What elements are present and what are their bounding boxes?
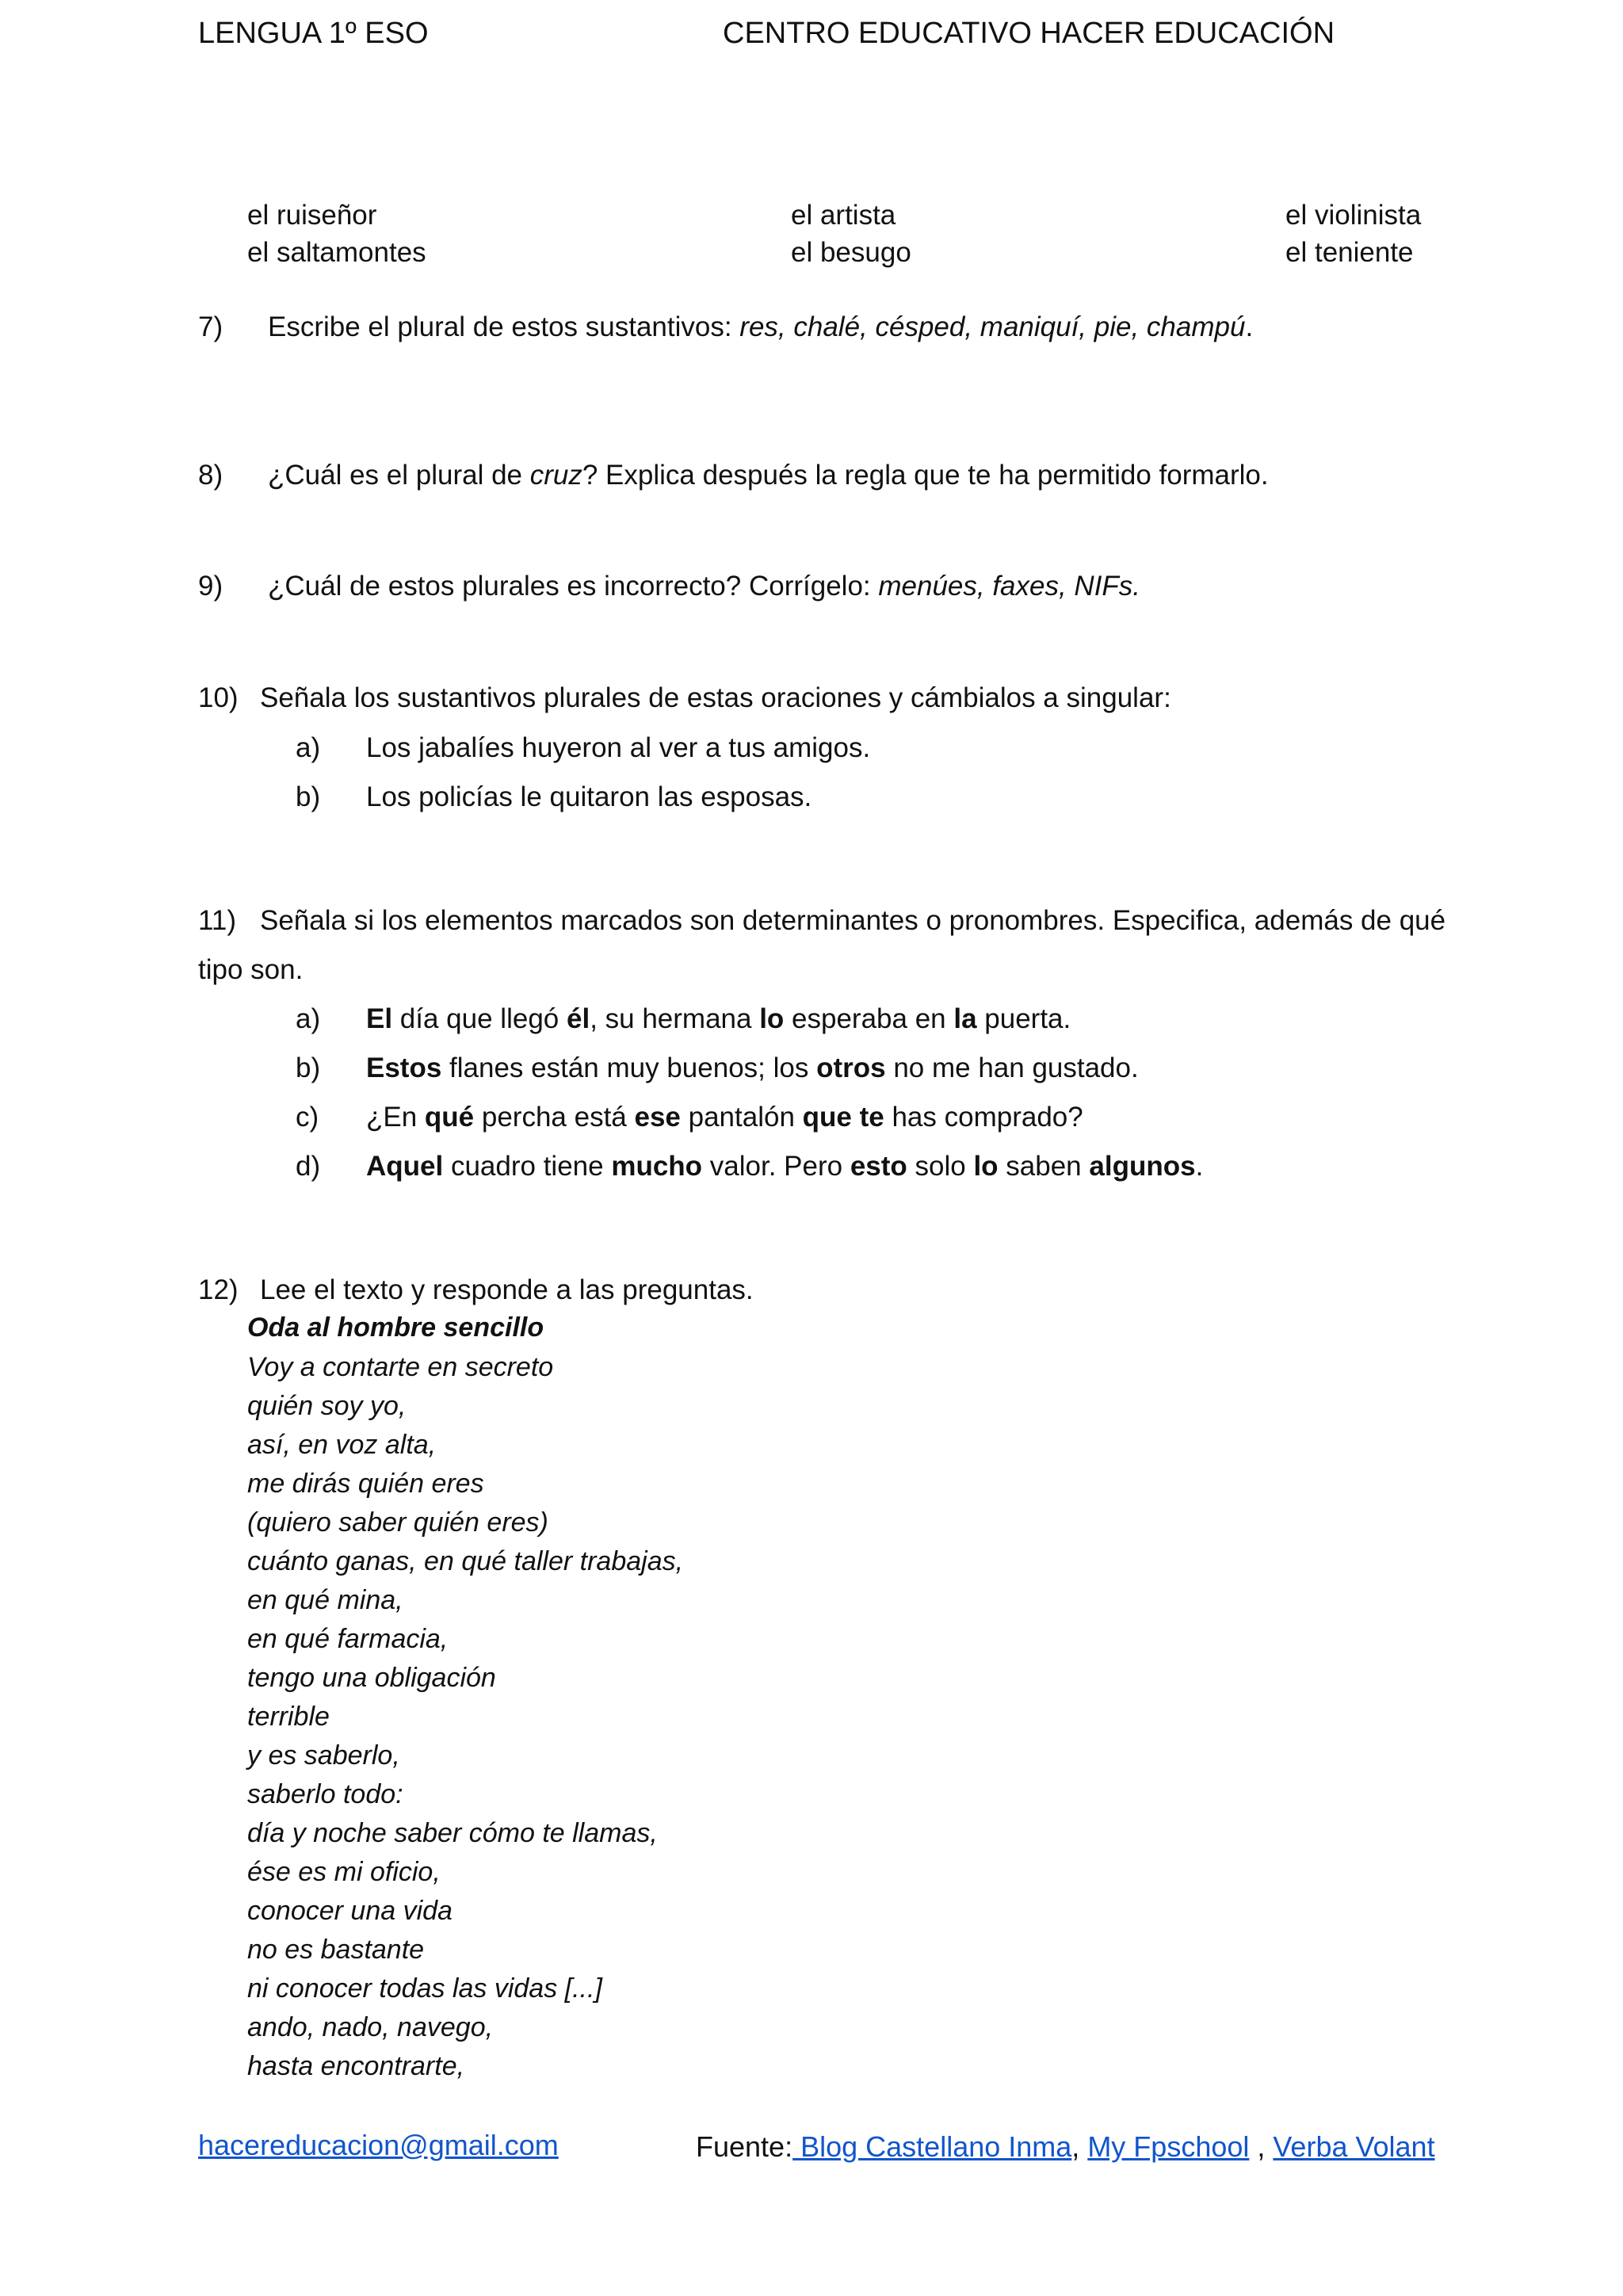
item-text	[366, 1003, 1071, 1035]
noun-cell: el besugo	[791, 237, 911, 268]
marked-word: Aquel	[366, 1151, 444, 1182]
sentence-fragment: has comprado?	[884, 1102, 1083, 1133]
sentence-fragment: no me han gustado.	[885, 1052, 1139, 1083]
item-text: Los jabalíes huyeron al ver a tus amigos.	[366, 732, 871, 763]
poem-line: hasta encontrarte,	[247, 2051, 465, 2081]
marked-word: que te	[802, 1102, 884, 1133]
header-subject: LENGUA 1º ESO	[198, 17, 429, 50]
poem-line: ando, nado, navego,	[247, 2012, 494, 2042]
marked-word: él	[566, 1003, 590, 1034]
item-letter: d)	[296, 1151, 321, 1182]
poem-line: en qué farmacia,	[247, 1624, 449, 1654]
noun-cell: el ruiseñor	[247, 200, 377, 231]
question-number: 8)	[198, 460, 223, 491]
source-line	[696, 2130, 1435, 2164]
item-letter: b)	[296, 781, 321, 812]
poem-line: así, en voz alta,	[247, 1430, 437, 1460]
question-word: cruz	[529, 460, 582, 491]
item-text	[366, 1102, 1083, 1133]
sentence-fragment: percha está	[474, 1102, 635, 1133]
noun-cell: el artista	[791, 200, 896, 231]
marked-word: lo	[973, 1151, 999, 1182]
sentence-fragment: .	[1195, 1151, 1204, 1182]
question-prompt-end: ? Explica después la regla que te ha permitido formarlo.	[582, 460, 1269, 491]
poem-line: y es saberlo,	[247, 1740, 400, 1771]
poem-line: quién soy yo,	[247, 1391, 407, 1421]
item-text	[366, 1151, 1203, 1182]
noun-cell: el saltamontes	[247, 237, 426, 268]
separator: ,	[1249, 2130, 1274, 2163]
email-link[interactable]: hacereducacion@gmail.com	[198, 2129, 559, 2161]
sentence-fragment: solo	[907, 1151, 974, 1182]
question-number: 9)	[198, 571, 223, 602]
item-letter: a)	[296, 732, 321, 763]
question-text-cont: tipo son.	[198, 954, 304, 985]
poem-line: no es bastante	[247, 1935, 425, 1965]
question-prompt: Escribe el plural de estos sustantivos:	[268, 311, 740, 342]
source-link-my-fpschool[interactable]: My Fpschool	[1087, 2130, 1250, 2163]
sentence-fragment: , su hermana	[590, 1003, 760, 1034]
noun-cell: el teniente	[1285, 237, 1414, 268]
question-text: Señala si los elementos marcados son determinantes o pronombres. Especifica, además de qué	[260, 905, 1446, 936]
poem-line: tengo una obligación	[247, 1663, 496, 1693]
poem-line: conocer una vida	[247, 1896, 453, 1926]
poem-line: ése es mi oficio,	[247, 1857, 441, 1887]
poem-line: cuánto ganas, en qué taller trabajas,	[247, 1546, 684, 1576]
question-number: 11)	[198, 905, 236, 936]
separator: ,	[1071, 2130, 1088, 2163]
marked-word: algunos	[1089, 1151, 1196, 1182]
question-words: res, chalé, césped, maniquí, pie, champú	[739, 311, 1246, 342]
question-number: 7)	[198, 311, 223, 342]
sentence-fragment: puerta.	[976, 1003, 1071, 1034]
item-text: Los policías le quitaron las esposas.	[366, 781, 812, 812]
marked-word: El	[366, 1003, 393, 1034]
poem-line: ni conocer todas las vidas [...]	[247, 1973, 602, 2004]
sentence-fragment: día que llegó	[392, 1003, 567, 1034]
question-text	[268, 460, 1269, 491]
poem-line: me dirás quién eres	[247, 1469, 484, 1499]
question-text: Lee el texto y responde a las preguntas.	[260, 1274, 754, 1305]
poem-line: (quiero saber quién eres)	[247, 1507, 548, 1538]
marked-word: Estos	[366, 1052, 442, 1083]
sentence-fragment: valor. Pero	[702, 1151, 850, 1182]
source-link-verba-volant[interactable]: Verba Volant	[1273, 2130, 1435, 2163]
noun-cell: el violinista	[1285, 200, 1422, 231]
question-end: .	[1245, 311, 1254, 342]
poem-line: terrible	[247, 1702, 330, 1732]
sentence-fragment: cuadro tiene	[443, 1151, 612, 1182]
poem-line: día y noche saber cómo te llamas,	[247, 1818, 658, 1848]
poem-line: en qué mina,	[247, 1585, 403, 1615]
marked-word: otros	[816, 1052, 886, 1083]
item-letter: c)	[296, 1102, 319, 1133]
question-text: Señala los sustantivos plurales de estas oraciones y cámbialos a singular:	[260, 682, 1171, 713]
source-link-blog-castellano-inma[interactable]: Blog Castellano Inma	[792, 2130, 1072, 2163]
sentence-fragment: saben	[998, 1151, 1090, 1182]
sentence-fragment: flanes están muy buenos; los	[441, 1052, 817, 1083]
marked-word: mucho	[611, 1151, 703, 1182]
question-number: 10)	[198, 682, 239, 713]
question-text	[268, 571, 1140, 602]
question-words: menúes, faxes, NIFs.	[878, 571, 1141, 602]
item-letter: a)	[296, 1003, 321, 1034]
source-label: Fuente:	[696, 2130, 793, 2163]
marked-word: esto	[850, 1151, 907, 1182]
question-prompt: ¿Cuál de estos plurales es incorrecto? Corrígelo:	[268, 571, 879, 602]
poem-line: saberlo todo:	[247, 1779, 403, 1809]
poem-line: Voy a contarte en secreto	[247, 1352, 554, 1382]
marked-word: ese	[634, 1102, 681, 1133]
sentence-fragment: ¿En	[366, 1102, 425, 1133]
marked-word: lo	[759, 1003, 785, 1034]
sentence-fragment: esperaba en	[784, 1003, 954, 1034]
poem-title: Oda al hombre sencillo	[247, 1312, 544, 1343]
question-prompt: ¿Cuál es el plural de	[268, 460, 530, 491]
question-number: 12)	[198, 1274, 239, 1305]
sentence-fragment: pantalón	[680, 1102, 803, 1133]
marked-word: qué	[424, 1102, 475, 1133]
header-school: CENTRO EDUCATIVO HACER EDUCACIÓN	[723, 17, 1335, 50]
marked-word: la	[953, 1003, 977, 1034]
question-text	[268, 311, 1253, 343]
item-text	[366, 1052, 1139, 1084]
item-letter: b)	[296, 1052, 321, 1083]
